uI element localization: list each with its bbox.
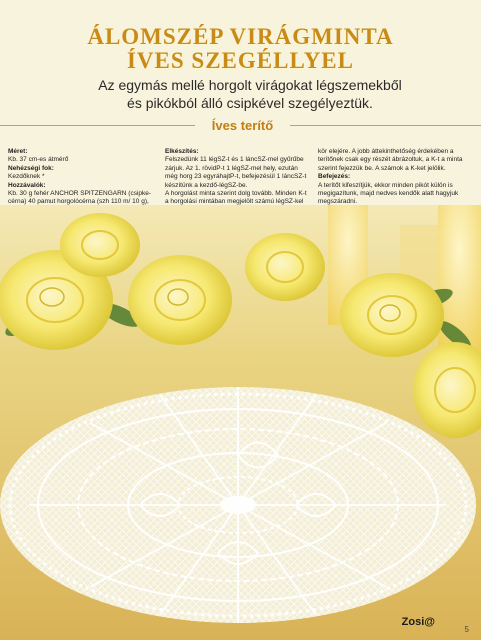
doily-photo: [0, 205, 481, 640]
befejezes-paragraph: A terítőt kifeszítjük, ekkor minden pikót külön is megigazítunk, majd nedves kendők alatt hagyjuk megszáradni.: [318, 181, 459, 206]
elkeszites-paragraph-2: A horgolást minta szerint dolg tovább. Minden K-t a horgolási mintában megjelölt számú légSZ-kel: [165, 190, 307, 206]
author-signature: Zosi@: [401, 616, 435, 628]
hozzavalok-label: Hozzávalók:: [8, 181, 46, 189]
meret-text: Kb. 37 cm-es átmérő: [8, 156, 69, 164]
title-line-1: ÁLOMSZÉP VIRÁGMINTA: [87, 24, 394, 49]
befejezes-label: Befejezés:: [318, 173, 351, 181]
continued-paragraph: kör elejére. A jobb áttekinthetőség érdekében a terítőnek csak egy részét ábrázoltuk, a K-t a minta szerint fejezzük be. A számok a K-ket jelölik.: [318, 148, 463, 172]
elkeszites-label: Elkészítés:: [165, 148, 199, 155]
nehezseg-text: Kezdőknek *: [8, 173, 45, 181]
elkeszites-paragraph-1: Felszedünk 11 légSZ-t és 1 láncSZ-mel gyűrűbe zárjuk. Az 1. rövidP-t 1 légSZ-mel hely, ezután még horg 23 egyráhajtP-t, befejezésül 1 láncSZ-t készítünk a kezdő-légSZ-be.: [165, 156, 307, 189]
section-title: Íves terítő: [195, 118, 290, 134]
subtitle-line-2: és pikókból álló csipkével szegélyeztük.: [127, 95, 373, 111]
text-column-3: [318, 148, 463, 207]
title-line-2: ÍVES SZEGÉLLYEL: [126, 48, 354, 73]
page-number: 5: [464, 625, 469, 634]
nehezseg-label: Nehézségi fok:: [8, 164, 54, 172]
hozzavalok-text: Kb. 30 g fehér ANCHOR SPITZENGARN (csipke-cérna) 40 pamut horgolócérna (szh 110 m/ 10 g),: [8, 190, 152, 206]
subtitle-line-1: Az egymás mellé horgolt virágokat légszemekből: [98, 77, 402, 93]
lace-doily: [0, 387, 476, 623]
subtitle: [60, 76, 440, 112]
meret-label: Méret:: [8, 148, 28, 155]
